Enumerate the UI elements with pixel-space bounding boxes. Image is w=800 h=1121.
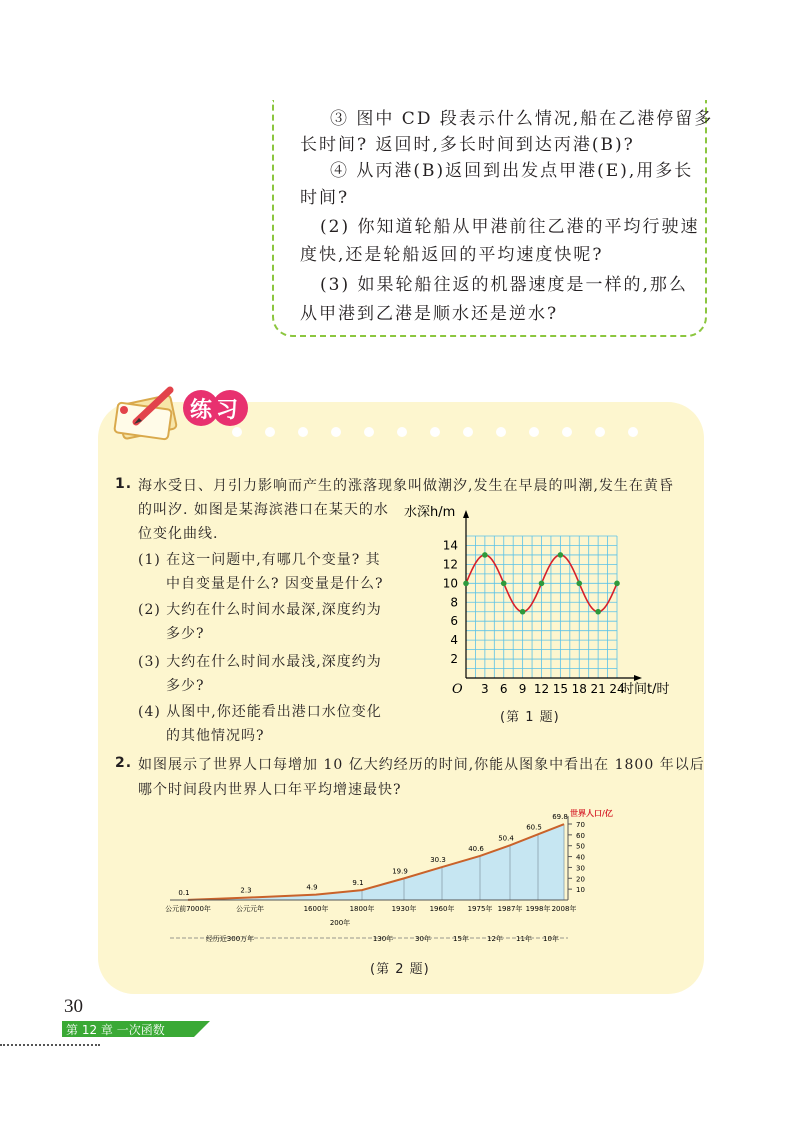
- interval-label: 200年: [329, 919, 351, 927]
- x-tick-label: 1600年: [303, 905, 329, 913]
- x-tick-label: 1960年: [429, 905, 455, 913]
- decorative-dot: [430, 427, 440, 437]
- x-tick-label: 公元元年: [236, 905, 264, 913]
- sub-question: (3) 大约在什么时间水最浅,深度约为: [138, 654, 382, 670]
- interval-label: 11年: [516, 935, 532, 943]
- value-label: 0.1: [178, 888, 190, 897]
- x-tick-label: 21: [590, 682, 606, 696]
- data-point: [482, 552, 488, 558]
- y-tick-label: 6: [450, 614, 458, 629]
- decorative-dot: [397, 427, 407, 437]
- value-label: 2.3: [240, 886, 252, 895]
- decorative-dot: [628, 427, 638, 437]
- interval-label: 15年: [453, 935, 469, 943]
- decorative-dot: [364, 427, 374, 437]
- question-text: 的叫汐. 如图是某海滨港口在某天的水: [138, 502, 389, 518]
- value-label: 19.9: [392, 867, 408, 876]
- value-label: 30.3: [430, 856, 446, 865]
- y-tick-label: 10: [576, 886, 585, 895]
- interval-label: 经历近300万年: [205, 935, 255, 943]
- interval-label: 30年: [415, 935, 431, 943]
- footer-divider: [0, 1044, 100, 1046]
- decorative-dot: [265, 427, 275, 437]
- sub-question: 多少?: [166, 678, 205, 694]
- x-tick-label: 2008年: [551, 905, 577, 913]
- x-tick-label: 15: [552, 682, 569, 696]
- y-tick-label: 14: [442, 538, 458, 553]
- x-tick-label: 18: [571, 682, 587, 696]
- data-point: [558, 552, 564, 558]
- sub-question: 多少?: [166, 626, 205, 642]
- y-tick-label: 4: [450, 633, 458, 648]
- value-label: 4.9: [306, 883, 318, 892]
- x-tick-label: 1987年: [497, 905, 523, 913]
- sub-question: 的其他情况吗?: [166, 728, 265, 744]
- interval-label: 10年: [543, 935, 559, 943]
- y-axis-label: 水深h/m: [404, 505, 456, 520]
- data-point: [501, 581, 507, 587]
- text-line: ④ 从丙港(B)返回到出发点甲港(E),用多长: [330, 161, 694, 181]
- exercise-title: 练习: [189, 398, 242, 423]
- y-axis-arrow: [463, 510, 469, 518]
- y-tick-label: 2: [450, 652, 458, 667]
- x-tick-label: 24: [609, 682, 625, 696]
- decorative-dot: [232, 427, 242, 437]
- text-line: ③ 图中 CD 段表示什么情况,船在乙港停留多: [330, 109, 714, 129]
- text-line: (3) 如果轮船往返的机器速度是一样的,那么: [320, 275, 688, 295]
- value-label: 9.1: [352, 879, 364, 888]
- x-tick-label: 1998年: [525, 905, 551, 913]
- x-tick-label: 9: [518, 682, 527, 696]
- decorative-dot: [496, 427, 506, 437]
- chapter-label: 第 12 章 一次函数: [66, 1023, 165, 1037]
- x-tick-label: 6: [499, 682, 508, 696]
- decorative-dot: [562, 427, 572, 437]
- question-text: 哪个时间段内世界人口年平均增速最快?: [138, 782, 402, 798]
- data-point: [463, 581, 469, 587]
- decorative-dot: [298, 427, 308, 437]
- data-point: [576, 581, 582, 587]
- text-line: 时间?: [300, 188, 350, 208]
- sub-question: 中自变量是什么? 因变量是什么?: [166, 576, 384, 592]
- y-tick-label: 12: [442, 557, 458, 572]
- data-point: [614, 581, 620, 587]
- x-axis-arrow: [634, 675, 642, 681]
- page-number: 30: [64, 996, 83, 1017]
- figure-caption: (第 2 题): [370, 962, 430, 977]
- data-point: [520, 609, 526, 615]
- population-chart: [165, 809, 650, 955]
- interval-label: 12年: [487, 935, 503, 943]
- y-tick-label: 10: [442, 576, 458, 591]
- question-text: 位变化曲线.: [138, 526, 219, 542]
- question-text: 海水受日、月引力影响而产生的涨落现象叫做潮汐,发生在早晨的叫潮,发生在黄昏: [138, 478, 674, 494]
- value-label: 50.4: [498, 834, 514, 843]
- question-text: 如图展示了世界人口每增加 10 亿大约经历的时间,你能从图象中看出在 1800 年以后: [138, 757, 705, 773]
- question-number: 1.: [115, 476, 133, 492]
- sub-question: (1) 在这一问题中,有哪几个变量? 其: [138, 552, 381, 568]
- y-tick-label: 20: [576, 875, 585, 884]
- decorative-dot: [463, 427, 473, 437]
- x-axis-label: 时间t/时: [621, 682, 670, 697]
- notepad-pencil-icon: [112, 380, 192, 442]
- x-tick-label: 1800年: [349, 905, 375, 913]
- text-line: (2) 你知道轮船从甲港前往乙港的平均行驶速: [320, 217, 700, 237]
- x-tick-label: 3: [481, 682, 489, 696]
- decorative-dot: [529, 427, 539, 437]
- data-point: [595, 609, 601, 615]
- text-line: 从甲港到乙港是顺水还是逆水?: [300, 304, 559, 324]
- y-tick-label: 60: [576, 831, 585, 840]
- interval-label: 130年: [372, 935, 394, 943]
- y-tick-label: 30: [576, 864, 585, 873]
- y-tick-label: 70: [576, 821, 585, 829]
- tide-chart: [400, 500, 700, 725]
- y-tick-label: 8: [450, 595, 458, 610]
- x-tick-label: 1930年: [391, 905, 417, 913]
- text-line: 长时间? 返回时,多长时间到达丙港(B)?: [300, 135, 635, 155]
- question-number: 2.: [115, 755, 133, 771]
- figure-caption: (第 1 题): [500, 710, 560, 725]
- data-point: [539, 581, 545, 587]
- decorative-dot: [595, 427, 605, 437]
- text-line: 度快,还是轮船返回的平均速度快呢?: [300, 245, 604, 265]
- y-axis-label: 世界人口/亿: [570, 809, 613, 818]
- origin-label: O: [452, 682, 463, 697]
- sub-question: (2) 大约在什么时间水最深,深度约为: [138, 602, 382, 618]
- sub-question: (4) 从图中,你还能看出港口水位变化: [138, 704, 382, 720]
- x-tick-label: 12: [533, 682, 550, 696]
- y-tick-label: 40: [576, 853, 585, 862]
- x-tick-label: 公元前7000年: [165, 905, 211, 913]
- decorative-dot: [331, 427, 341, 437]
- value-label: 60.5: [526, 823, 542, 832]
- value-label: 69.8: [552, 813, 568, 822]
- x-tick-label: 1975年: [467, 905, 493, 913]
- y-tick-label: 50: [576, 842, 585, 851]
- value-label: 40.6: [468, 844, 484, 853]
